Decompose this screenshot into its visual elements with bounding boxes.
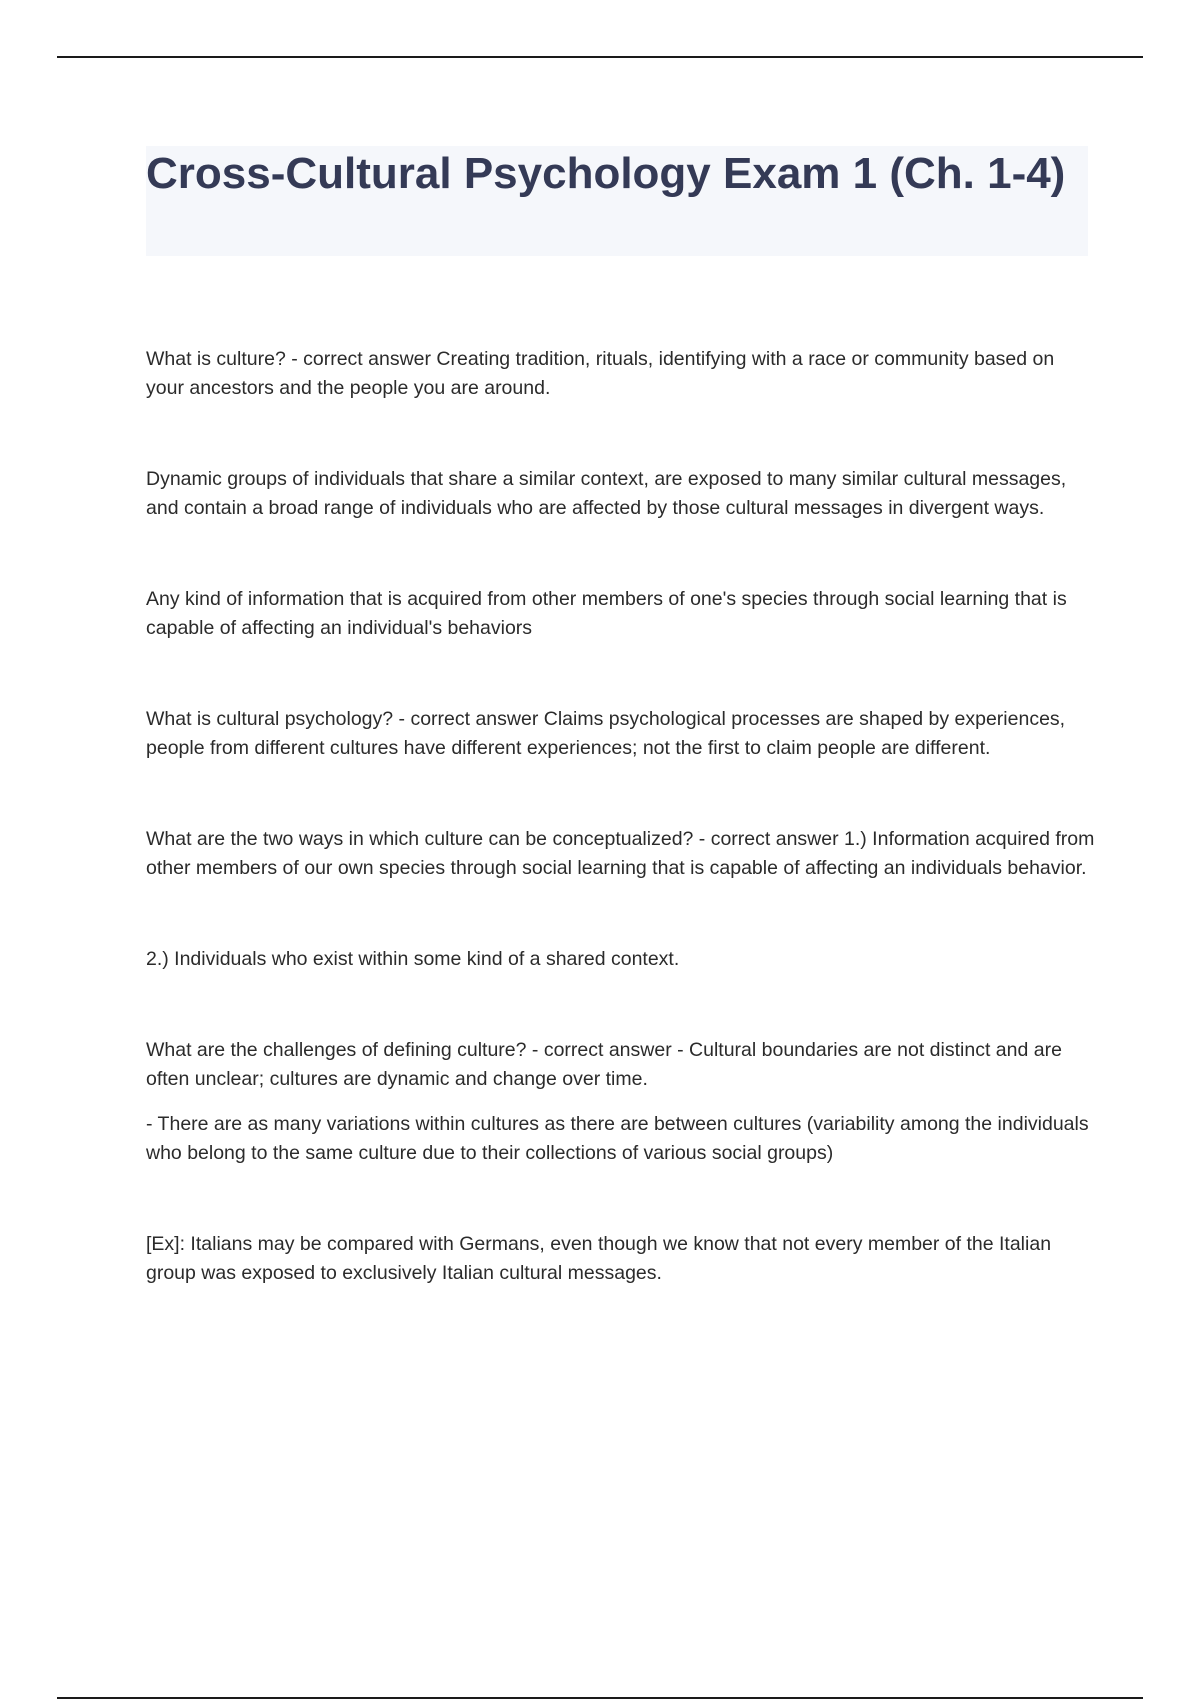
paragraph-shared-context: 2.) Individuals who exist within some kind of a shared context. (146, 948, 680, 970)
top-rule (57, 56, 1143, 58)
paragraph-two-ways: What are the two ways in which culture can be conceptualized? - correct answer 1.) Information acquired from other members of our own species through social learning that is capable of affecting an individuals behavior. (146, 828, 1095, 879)
document-body (146, 345, 1096, 1288)
page-title: Cross-Cultural Psychology Exam 1 (Ch. 1-4) (146, 149, 1066, 198)
paragraph-information-definition: Any kind of information that is acquired from other members of one's species through social learning that is capable of affecting an individual's behaviors (146, 588, 1067, 639)
paragraph-cultural-psychology: What is cultural psychology? - correct answer Claims psychological processes are shaped by experiences, people from different cultures have different experiences; not the first to claim people are different. (146, 708, 1066, 759)
paragraph-example: [Ex]: Italians may be compared with Germans, even though we know that not every member of the Italian group was exposed to exclusively Italian cultural messages. (146, 1233, 1052, 1284)
paragraph-challenges: What are the challenges of defining culture? - correct answer - Cultural boundaries are not distinct and are often unclear; cultures are dynamic and change over time. (146, 1039, 1062, 1090)
paragraph-dynamic-groups: Dynamic groups of individuals that share a similar context, are exposed to many similar cultural messages, and contain a broad range of individuals who are affected by those cultural messages in divergent ways. (146, 468, 1067, 519)
paragraph-what-is-culture: What is culture? - correct answer Creating tradition, rituals, identifying with a race or community based on your ancestors and the people you are around. (146, 348, 1055, 399)
paragraph-variations: - There are as many variations within cultures as there are between cultures (variability among the individuals who belong to the same culture due to their collections of various social groups) (146, 1113, 1089, 1164)
title-block (146, 146, 1088, 256)
bottom-rule (57, 1697, 1143, 1699)
